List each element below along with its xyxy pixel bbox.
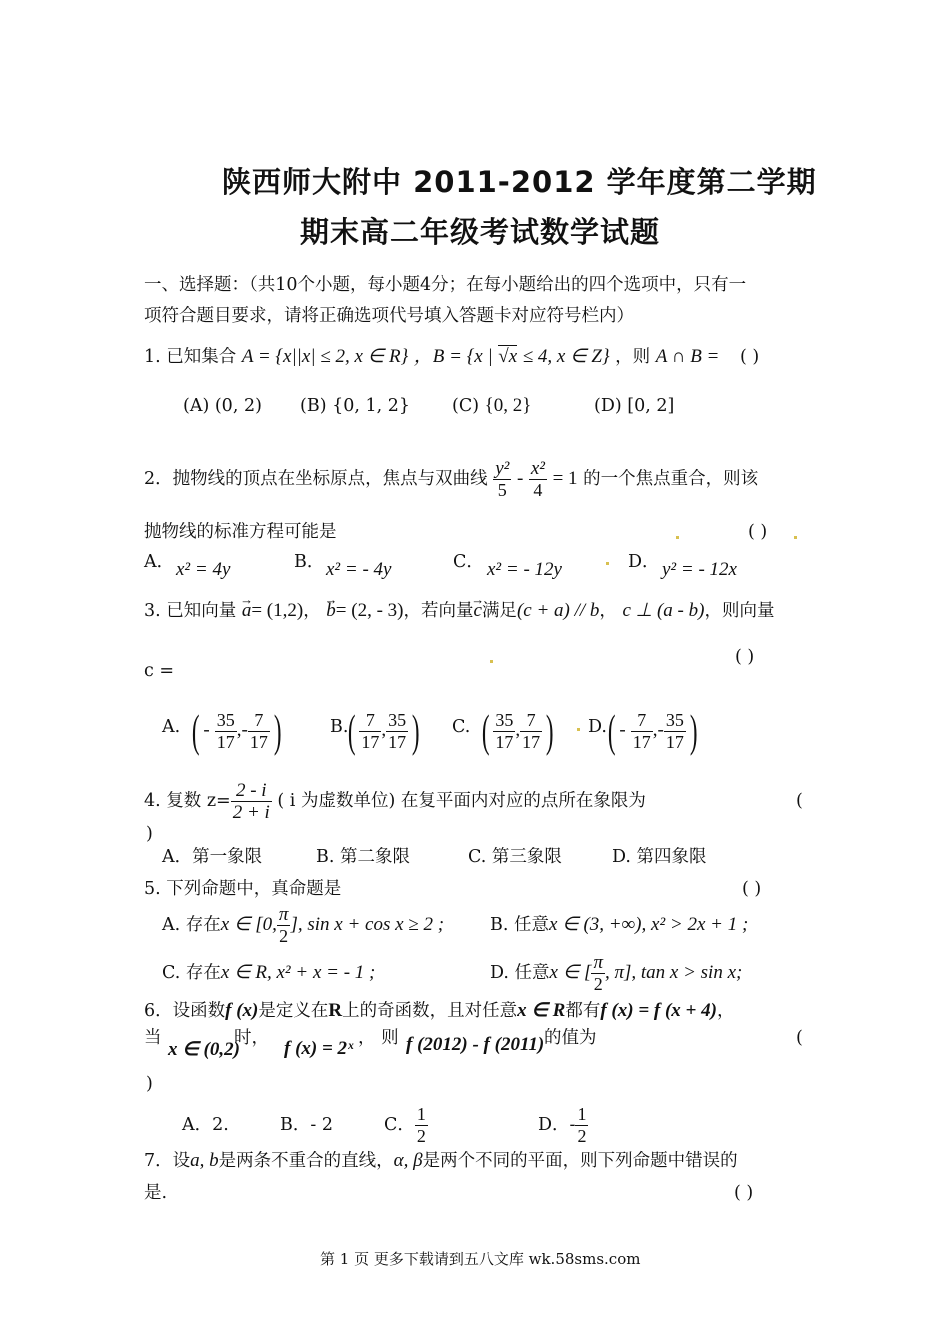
q1-prefix: 1. 已知集合 [144, 347, 237, 367]
q6-when-label: 当 [144, 1028, 162, 1048]
q1-set-b-pre: ，B = {x | [413, 346, 493, 367]
q1-set-a: A = {x||x| ≤ 2, x ∈ R} [241, 346, 409, 367]
q6-expression: f (2012) - f (2011) [406, 1034, 545, 1055]
q1-option-c-value: {0, 2} [484, 395, 532, 416]
q4-text: ( i 为虚数单位) 在复平面内对应的点所在象限为 [277, 791, 646, 811]
q4-bracket-close: ) [146, 824, 153, 844]
q7-lines: a, b [190, 1150, 219, 1171]
section-intro-line-1: 一、选择题：（共10个小题，每小题4分；在每小题给出的四个选项中，只有一 [144, 275, 747, 295]
q3-answer-bracket: ( ) [735, 647, 755, 667]
q5-answer-bracket: ( ) [742, 879, 762, 899]
q6-fx: f (x) [225, 1000, 259, 1021]
q4-option-c: C. 第三象限 [468, 847, 562, 867]
q5-option-c: C. 存在x ∈ R, x² + x = - 1 ; [162, 962, 376, 983]
q3-option-d-label: D. [588, 717, 607, 737]
q3-stem-line-2: c = [144, 661, 175, 681]
q2-option-a-label: A． [144, 552, 175, 572]
q3-vector-a-value: = (1,2) [251, 600, 304, 621]
q3-option-c: ( $\frac{35}{17}$ , $\frac{7}{17}$ ) [481, 705, 554, 756]
q2-option-d: y² = - 12x [662, 559, 737, 580]
scan-artifact [490, 660, 493, 663]
q3-vector-b-value: = (2, - 3) [335, 600, 404, 621]
q6-option-a: A．2. [182, 1115, 229, 1135]
q1-set-b-post: ≤ 4, x ∈ Z} [522, 346, 610, 367]
q2-option-c-label: C． [453, 552, 484, 572]
q3-option-b: ( $\frac{7}{17}$ , $\frac{35}{17}$ ) [347, 705, 420, 756]
q3-prefix: 3. 已知向量 [144, 601, 237, 621]
q5-option-d: D. 任意x ∈ [ $\frac{\pi}{2}$ , π], tan x > sin x; [490, 952, 743, 994]
q2-equals: = 1 [552, 468, 578, 489]
q2-option-b-label: B． [294, 552, 325, 572]
q3-vector-a: → a [242, 600, 252, 622]
q7-planes: α, β [393, 1150, 423, 1171]
q3-option-a-label: A. [162, 717, 181, 737]
q3-stem-line-1: 3. 已知向量 → a= (1,2)， → b= (2, - 3)，若向量→ c满足(c + a) // b， c ⊥ (a - b)，则向量 [144, 600, 774, 622]
q5-option-a: A. 存在x ∈ [0, $\frac{\pi}{2}$ ], sin x + cos x ≥ 2 ; [162, 904, 445, 946]
q6-bracket-open: ( [796, 1028, 803, 1048]
q2-option-d-label: D． [628, 552, 660, 572]
q4-fraction: $\frac{2 - i}{2 + i}$ [232, 780, 270, 823]
scan-artifact [606, 562, 609, 565]
q2-answer-bracket: ( ) [748, 522, 768, 542]
q2-stem-line-2: 抛物线的标准方程可能是 [144, 522, 337, 542]
q3-option-d: ( - $\frac{7}{17}$ ,- $\frac{35}{17}$ ) [607, 705, 698, 756]
q4-option-a: A．第一象限 [162, 847, 263, 867]
q2-prefix: 2．抛物线的顶点在坐标原点，焦点与双曲线 [144, 469, 488, 489]
q7-answer-bracket: ( ) [734, 1183, 754, 1203]
q4-bracket-open: ( [796, 791, 803, 811]
q6-then: ， 则 [358, 1028, 399, 1048]
q3-condition-parallel: (c + a) // b [516, 600, 600, 621]
scan-artifact [794, 536, 797, 539]
section-intro-line-2: 项符合题目要求，请将正确选项代号填入答题卡对应符号栏内） [144, 306, 634, 326]
page-footer: 第 1 页 更多下载请到五八文库 wk.58sms.com [320, 1250, 641, 1268]
q2-option-a: x² = 4y [176, 559, 231, 580]
q2-stem-line-1 [144, 458, 758, 501]
scan-artifact [676, 536, 679, 539]
q1-ask: ，则 [615, 347, 651, 367]
q4-option-d: D. 第四象限 [612, 847, 707, 867]
q2-suffix: 的一个焦点重合，则该 [583, 469, 759, 489]
q2-option-c: x² = - 12y [487, 559, 562, 580]
q1-option-b: (B) {0, 1, 2} [300, 396, 410, 416]
q3-option-a: ( - $\frac{35}{17}$ ,- $\frac{7}{17}$ ) [191, 705, 282, 756]
q1-sqrt-x: √x [498, 346, 518, 367]
q4-stem [144, 780, 646, 823]
q7-stem-line-2: 是. [144, 1183, 168, 1203]
q3-vector-b: → b [326, 600, 336, 622]
q4-option-b: B. 第二象限 [316, 847, 410, 867]
q1-stem [144, 346, 719, 368]
q6-option-b: B．- 2 [280, 1115, 333, 1135]
q7-stem-line-1: 7．设a, b是两条不重合的直线，α, β是两个不同的平面，则下列命题中错误的 [144, 1150, 738, 1171]
q6-stem-line-1: 6．设函数f (x)是定义在R上的奇函数，且对任意x ∈ R都有f (x) = f (x + 4)， [144, 1000, 735, 1021]
q2-minus: - [516, 468, 524, 489]
title-line-1: 陕西师大附中 2011-2012 学年度第二学期 [222, 165, 817, 199]
q6-option-c: C． $\frac{1}{2}$ [384, 1104, 426, 1146]
q1-option-d: (D) [0, 2] [594, 396, 675, 416]
scan-artifact [577, 728, 580, 731]
q6-period: f (x) = f (x + 4) [600, 1000, 717, 1021]
q6-bracket-close: ) [146, 1074, 153, 1094]
q6-when: 时， [234, 1028, 269, 1048]
q1-expr: A ∩ B = [655, 346, 720, 367]
q4-prefix: 4. 复数 z= [144, 791, 231, 811]
q6-domain: x ∈ (0,2) [168, 1039, 240, 1060]
q2-option-b: x² = - 4y [326, 559, 392, 580]
q3-option-b-label: B. [330, 717, 349, 737]
q5-stem: 5. 下列命题中，真命题是 [144, 879, 342, 899]
q1-option-a: (A) (0, 2) [183, 396, 262, 416]
title-line-2: 期末高二年级考试数学试题 [300, 215, 661, 249]
q2-fraction-x2-4: $\frac{\text{x²}}{4}$ [530, 458, 545, 500]
q6-option-d: D．- $\frac{1}{2}$ [538, 1104, 587, 1146]
q5-option-b: B. 任意x ∈ (3, +∞), x² > 2x + 1 ; [490, 914, 749, 935]
q2-fraction-y2-5: $\frac{\text{y²}}{5}$ [495, 458, 510, 500]
q1-answer-bracket: ( ) [740, 347, 760, 367]
q1-option-c: (C) {0, 2} [452, 395, 532, 416]
q3-option-c-label: C. [452, 717, 471, 737]
q6-ask: 的值为 [544, 1028, 597, 1048]
q3-vector-c: → c [474, 600, 482, 622]
q3-condition-perpendicular: c ⊥ (a - b) [622, 600, 705, 621]
q6-definition: f (x) = 2ˣ [284, 1038, 354, 1059]
